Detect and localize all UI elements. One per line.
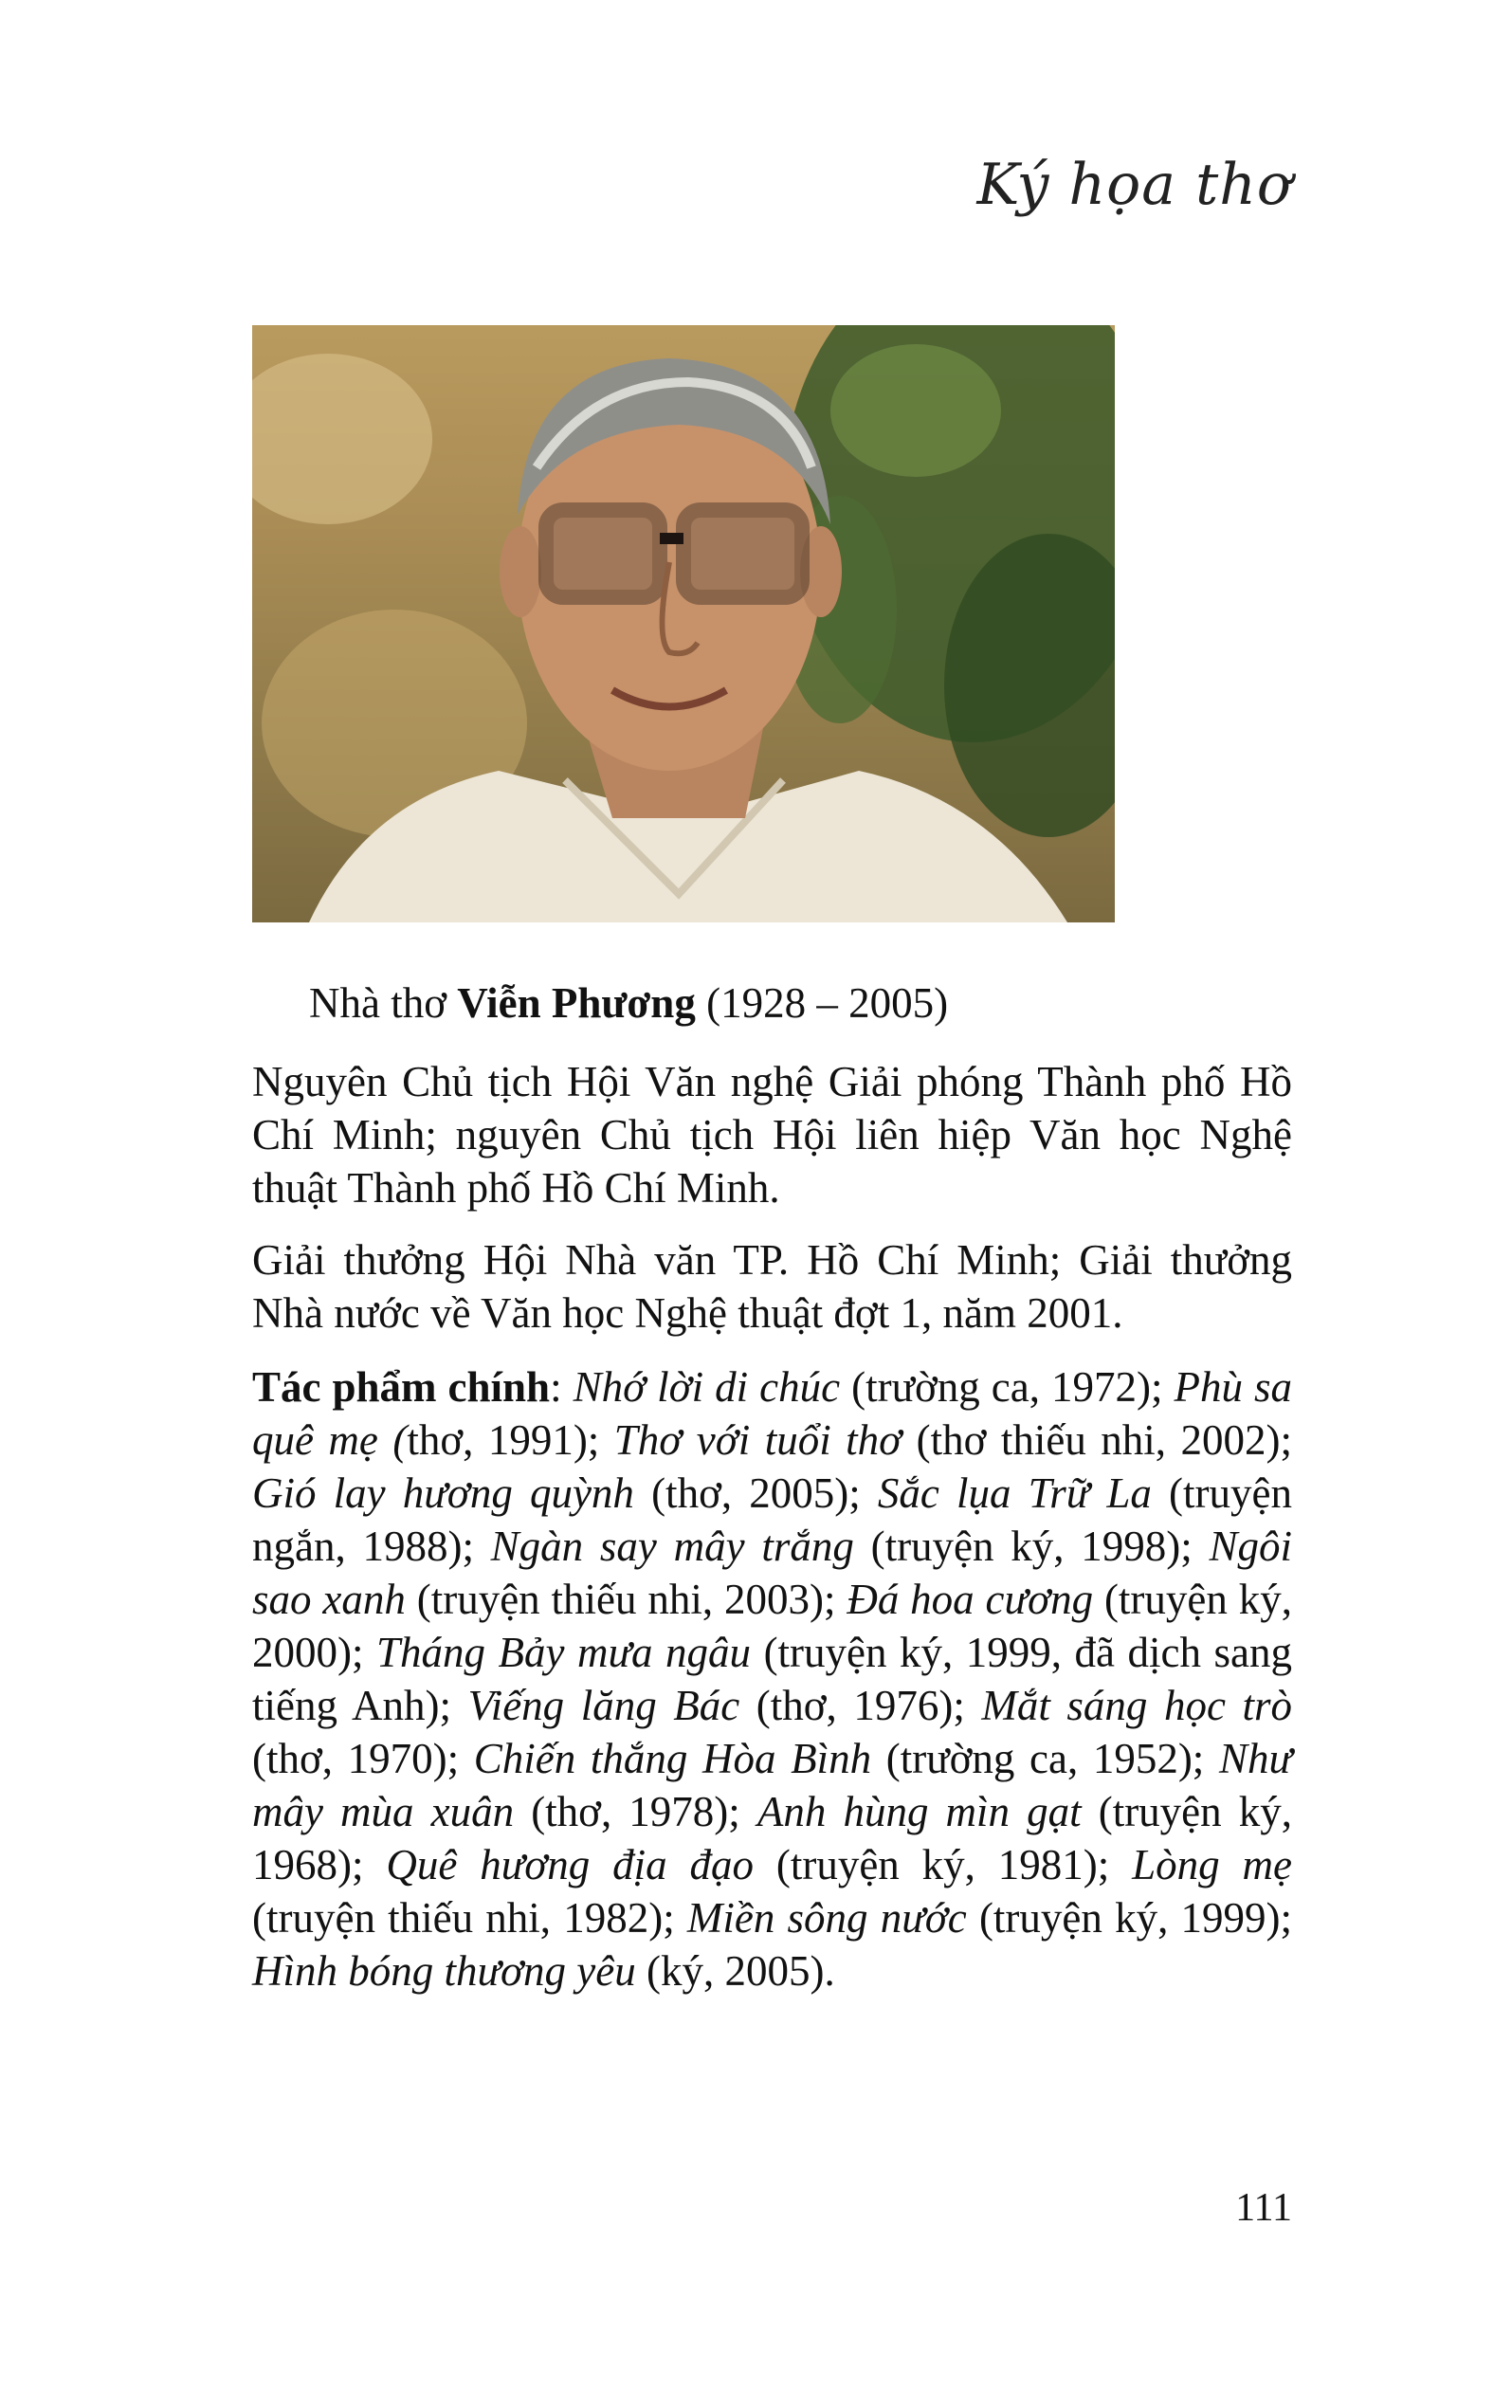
work-title: Đá hoa cương <box>847 1576 1094 1623</box>
work-title: Ngàn say mây trắng <box>490 1523 854 1570</box>
works-label: Tác phẩm chính <box>252 1363 551 1411</box>
work-info: (truyện ký, 1999); <box>966 1894 1292 1942</box>
work-info: (truyện ký, 1998); <box>853 1523 1210 1570</box>
work-title: Tháng Bảy mưa ngâu <box>376 1629 752 1676</box>
work-title: Phù sa quê mẹ ( <box>252 1363 1292 1464</box>
work-title: Quê hương địa đạo <box>386 1841 754 1888</box>
work-title: Thơ với tuổi thơ <box>613 1416 902 1464</box>
work-info: (trường ca, 1952); <box>871 1735 1219 1782</box>
work-title: Lòng mẹ <box>1132 1841 1292 1888</box>
work-info: thơ, 1991); <box>407 1416 614 1464</box>
work-info: (thơ, 1970); <box>252 1735 474 1782</box>
work-info: (truyện ký, 2000); <box>252 1576 1292 1676</box>
work-info: (ký, 2005). <box>635 1947 835 1995</box>
work-title: Miền sông nước <box>686 1894 967 1942</box>
work-title: Gió lay hương quỳnh <box>252 1469 634 1517</box>
work-title: Anh hùng mìn gạt <box>756 1788 1082 1835</box>
caption-years: (1928 – 2005) <box>695 979 949 1027</box>
work-title: Viếng lăng Bác <box>467 1682 740 1729</box>
work-info: (truyện thiếu nhi, 1982); <box>252 1894 687 1942</box>
page-number: 111 <box>1235 2186 1292 2230</box>
work-info: (thơ, 1978); <box>514 1788 757 1835</box>
work-info: (truyện ngắn, 1988); <box>252 1469 1293 1570</box>
caption-prefix: Nhà thơ <box>309 979 458 1027</box>
work-title: Mắt sáng học trò <box>981 1682 1292 1729</box>
work-info: (thơ, 2005); <box>633 1469 878 1517</box>
work-info: (trường ca, 1972); <box>840 1363 1175 1411</box>
bio-positions: Nguyên Chủ tịch Hội Văn nghệ Giải phóng Thành phố Hồ Chí Minh; nguyên Chủ tịch Hội liên hiệp Văn học Nghệ thuật Thành phố Hồ Chí Minh. <box>252 1058 1292 1212</box>
work-info: (truyện ký, 1968); <box>252 1788 1292 1888</box>
portrait-photo <box>252 325 1115 922</box>
running-header: Ký họa thơ <box>976 152 1292 218</box>
work-info: (truyện ký, 1999, đã dịch sang tiếng Anh); <box>252 1629 1292 1729</box>
portrait-illustration <box>252 325 1115 922</box>
work-info: (thơ, 1976); <box>739 1682 982 1729</box>
poet-name: Viễn Phương <box>457 979 696 1027</box>
bio-awards: Giải thưởng Hội Nhà văn TP. Hồ Chí Minh; Giải thưởng Nhà nước về Văn học Nghệ thuật đợt 1, năm 2001. <box>252 1236 1292 1337</box>
photo-caption <box>309 976 948 1030</box>
work-title: Sắc lụa Trữ La <box>877 1469 1152 1517</box>
work-title: Nhớ lời di chúc <box>573 1363 841 1411</box>
work-info: (truyện ký, 1981); <box>753 1841 1133 1888</box>
work-info: (truyện thiếu nhi, 2003); <box>405 1576 847 1623</box>
work-info: (thơ thiếu nhi, 2002); <box>902 1416 1292 1464</box>
work-title: Hình bóng thương yêu <box>252 1947 636 1995</box>
work-title: Ngôi sao xanh <box>252 1523 1292 1623</box>
work-title: Như mây mùa xuân <box>252 1735 1292 1835</box>
works-paragraph: Tác phẩm chính: Nhớ lời di chúc (trường ca, 1972); Phù sa quê mẹ (thơ, 1991); Thơ với tuổi thơ (thơ thiếu nhi, 2002); Gió lay hương quỳnh (thơ, 2005); Sắc lụa Trữ La (truyện ngắn, 1988); Ngàn say mây trắng (truyện ký, 1998); Ngôi sao xanh (truyện thiếu nhi, 2003); Đá hoa cương (truyện ký, 2000); Tháng Bảy mưa ngâu (truyện ký, 1999, đã dịch sang tiếng Anh); Viếng lăng Bác (thơ, 1976); Mắt sáng học trò (thơ, 1970); Chiến thắng Hòa Bình (trường ca, 1952); Như mây mùa xuân (thơ, 1978); Anh hùng mìn gạt (truyện ký, 1968); Quê hương địa đạo (truyện ký, 1981); Lòng mẹ (truyện thiếu nhi, 1982); Miền sông nước (truyện ký, 1999); Hình bóng thương yêu (ký, 2005). <box>252 1363 1293 1995</box>
work-title: Chiến thắng Hòa Bình <box>473 1735 872 1782</box>
